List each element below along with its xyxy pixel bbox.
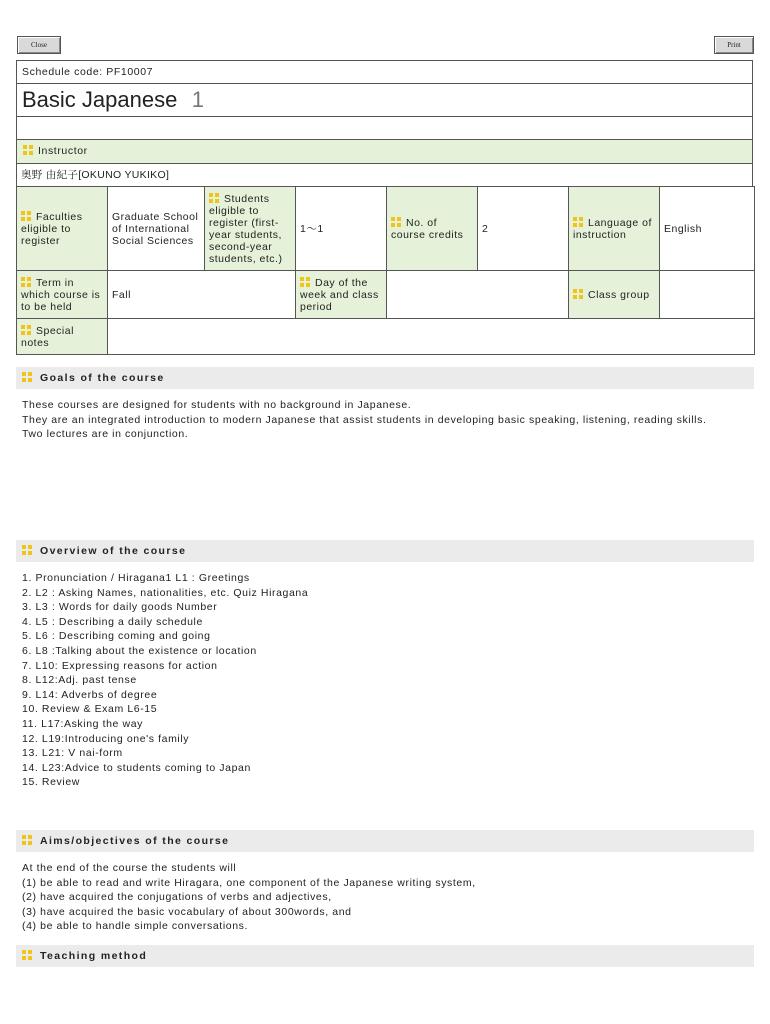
aims-line: (2) have acquired the conjugations of verbs and adjectives, <box>22 891 332 904</box>
list-item: 3. L3 : Words for daily goods Number <box>22 601 218 614</box>
course-info-table <box>16 186 755 355</box>
term-label-cell <box>17 271 108 319</box>
print-button[interactable]: Print <box>714 36 754 54</box>
teaching-title: Teaching method <box>40 950 148 962</box>
aims-title: Aims/objectives of the course <box>40 835 230 847</box>
list-item: 4. L5 : Describing a daily schedule <box>22 615 203 628</box>
list-item: 6. L8 :Talking about the existence or location <box>22 644 257 657</box>
grid-bullet-icon <box>300 277 310 287</box>
list-item: 2. L2 : Asking Names, nationalities, etc. Quiz Hiragana <box>22 586 309 599</box>
term-label: Term in which course is to be held <box>21 276 101 313</box>
list-item: 11. L17:Asking the way <box>22 717 143 730</box>
course-title: Basic Japanese <box>22 87 178 112</box>
term-value: Fall <box>108 271 296 319</box>
grid-bullet-icon <box>22 545 32 555</box>
list-item: 14. L23:Advice to students coming to Japan <box>22 761 251 774</box>
goals-title: Goals of the course <box>40 372 165 384</box>
faculties-value: Graduate School of International Social Sciences <box>108 187 205 271</box>
goals-line: Two lectures are in conjunction. <box>22 428 189 441</box>
list-item: 13. L21: V nai-form <box>22 747 123 760</box>
faculties-label-cell <box>17 187 108 271</box>
grid-bullet-icon <box>22 372 32 382</box>
grid-bullet-icon <box>209 193 219 203</box>
aims-line: (3) have acquired the basic vocabulary of about 300words, and <box>22 905 352 918</box>
list-item: 5. L6 : Describing coming and going <box>22 630 211 643</box>
grid-bullet-icon <box>22 950 32 960</box>
overview-title: Overview of the course <box>40 545 187 557</box>
grid-bullet-icon <box>21 277 31 287</box>
language-label: Language of instruction <box>573 216 652 241</box>
students-label-cell <box>205 187 296 271</box>
students-value: 1〜1 <box>296 187 387 271</box>
list-item: 9. L14: Adverbs of degree <box>22 688 158 701</box>
course-title-number: 1 <box>191 87 205 112</box>
class-group-value <box>660 271 755 319</box>
list-item: 1. Pronunciation / Hiragana1 L1 : Greetings <box>22 572 250 584</box>
language-label-cell <box>569 187 660 271</box>
aims-line: (4) be able to handle simple conversations. <box>22 920 248 933</box>
list-item: 15. Review <box>22 776 80 789</box>
grid-bullet-icon <box>23 145 33 155</box>
list-item: 7. L10: Expressing reasons for action <box>22 659 218 672</box>
credits-label: No. of course credits <box>391 216 464 241</box>
credits-value: 2 <box>478 187 569 271</box>
notes-label: Special notes <box>21 324 74 349</box>
class-group-label-cell <box>569 271 660 319</box>
course-title-row <box>16 84 753 117</box>
notes-value <box>108 319 755 355</box>
day-label: Day of the week and class period <box>300 276 379 313</box>
day-value <box>387 271 569 319</box>
grid-bullet-icon <box>391 217 401 227</box>
grid-bullet-icon <box>573 289 583 299</box>
teaching-section-header <box>16 945 754 967</box>
class-group-label: Class group <box>588 288 650 301</box>
instructor-name: 奥野 由紀子[OKUNO YUKIKO] <box>16 164 753 187</box>
students-label: Students eligible to register (first-year students, second-year students, etc.) <box>209 192 283 265</box>
list-item: 10. Review & Exam L6-15 <box>22 703 158 716</box>
instructor-header <box>16 140 753 164</box>
day-label-cell <box>296 271 387 319</box>
notes-label-cell <box>17 319 108 355</box>
aims-line: (1) be able to read and write Hiragara, one component of the Japanese writing system, <box>22 876 476 889</box>
aims-line: At the end of the course the students will <box>22 862 237 874</box>
grid-bullet-icon <box>22 835 32 845</box>
aims-text <box>22 861 752 934</box>
language-value: English <box>660 187 755 271</box>
schedule-code: Schedule code: PF10007 <box>16 60 753 84</box>
goals-line: They are an integrated introduction to modern Japanese that assist students in developing basic speaking, listening, reading skills. <box>22 413 707 426</box>
aims-section-header <box>16 830 754 852</box>
overview-list <box>22 571 752 790</box>
list-item: 8. L12:Adj. past tense <box>22 674 137 687</box>
grid-bullet-icon <box>573 217 583 227</box>
close-button[interactable]: Close <box>17 36 61 54</box>
goals-text <box>22 398 752 442</box>
goals-section-header <box>16 367 754 389</box>
list-item: 12. L19:Introducing one's family <box>22 732 190 745</box>
overview-section-header <box>16 540 754 562</box>
grid-bullet-icon <box>21 211 31 221</box>
grid-bullet-icon <box>21 325 31 335</box>
goals-line: These courses are designed for students with no background in Japanese. <box>22 399 412 411</box>
instructor-label: Instructor <box>38 145 88 157</box>
faculties-label: Faculties eligible to register <box>21 210 83 247</box>
blank-row <box>16 117 753 140</box>
credits-label-cell <box>387 187 478 271</box>
